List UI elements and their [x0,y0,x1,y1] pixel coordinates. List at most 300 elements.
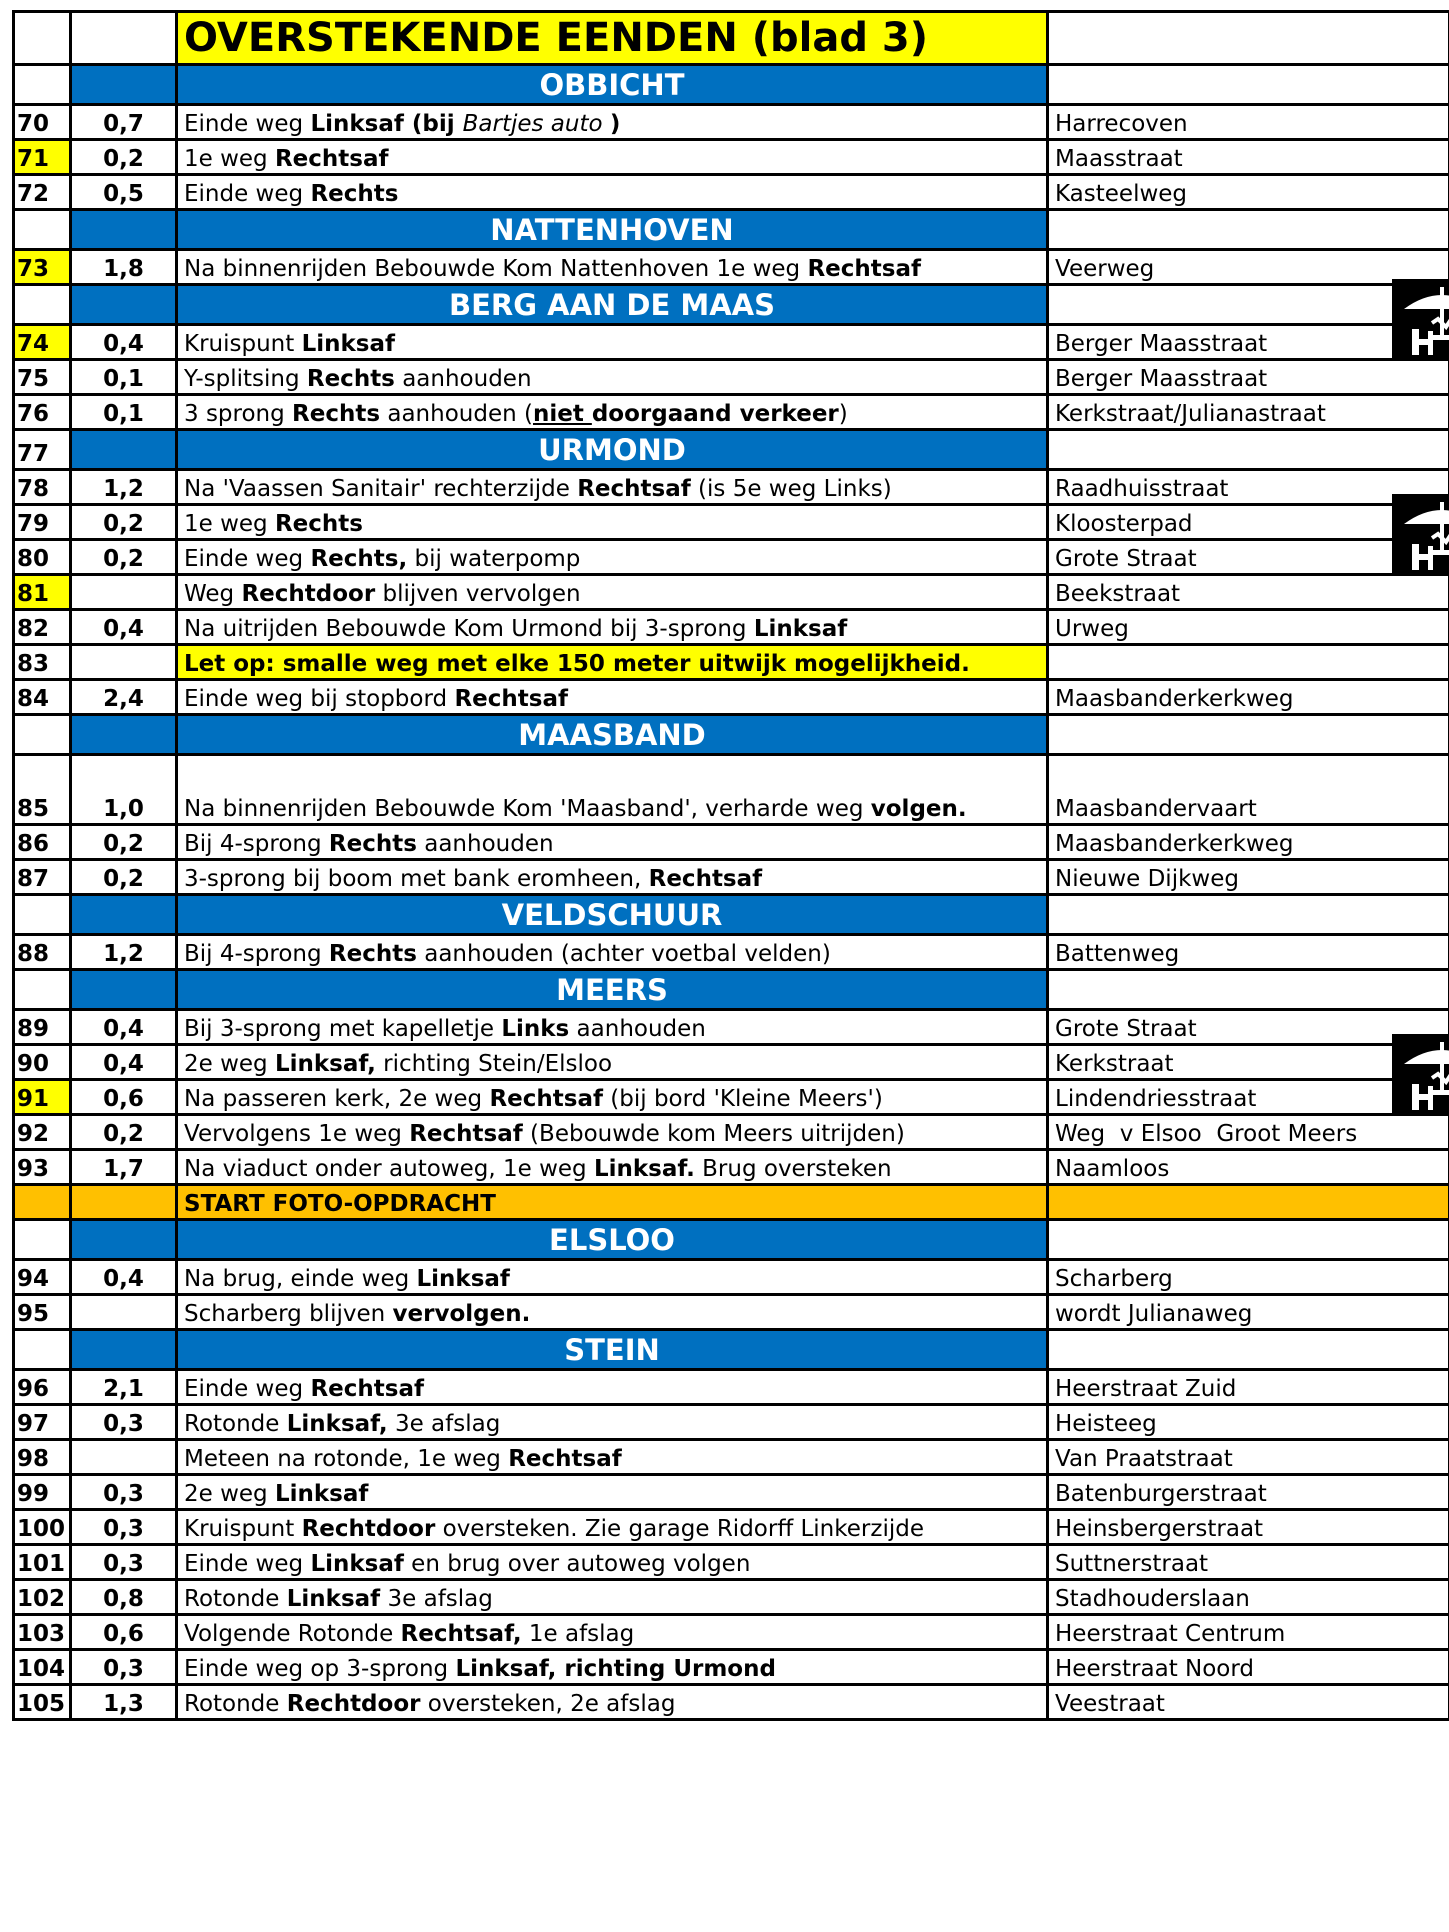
instruction [177,1685,1048,1720]
instruction-text: 1e weg [184,146,275,172]
instruction-text: Weg [184,581,242,607]
route-row [14,575,1449,610]
section-row [14,715,1449,755]
route-row [14,505,1449,540]
instruction-text: volgen. [870,796,967,822]
instruction-text: Brug oversteken [694,1156,892,1182]
instruction-text: 2e weg [184,1481,275,1507]
instruction [177,1080,1048,1115]
step-number: 83 [14,645,71,680]
instruction-text: Rechtsaf [648,866,763,892]
instruction-text: Einde weg [184,546,311,572]
route-row [14,1295,1449,1330]
street-name [1048,1545,1449,1580]
street-label: Kerkstraat/Julianastraat [1055,401,1326,427]
street-name [1048,1615,1449,1650]
instruction-text: Na brug, einde weg [184,1266,417,1292]
section-band [71,210,177,250]
instruction-text: Rechtsaf [508,1446,622,1472]
instruction-text: Rechts [328,941,417,967]
instruction [177,395,1048,430]
street-name [1048,970,1449,1010]
street-name [1048,1580,1449,1615]
instruction [177,1545,1048,1580]
instruction-text: Bartjes auto [462,111,610,137]
section-title: ELSLOO [177,1220,1048,1260]
distance-km: 0,4 [71,325,177,360]
street-label: Harrecoven [1055,111,1188,137]
distance-km: 0,6 [71,1080,177,1115]
instruction-text: Na binnenrijden Bebouwde Kom Nattenhoven 1e weg [184,256,808,282]
instruction-text: Bij 4-sprong [184,831,329,857]
street-label: Maasbandervaart [1055,796,1257,822]
distance-km [71,1185,177,1220]
street-name [1048,1010,1449,1045]
street-label: wordt Julianaweg [1055,1301,1253,1327]
section-row [14,65,1449,105]
instruction-text: Kruispunt [184,1516,302,1542]
distance-km [71,12,177,65]
street-name [1048,540,1449,575]
instruction [177,470,1048,505]
instruction-text: Rechtdoor [241,581,376,607]
section-band [71,1330,177,1370]
route-row [14,1370,1449,1405]
instruction-text: 1e afslag [521,1621,635,1647]
distance-km: 0,1 [71,395,177,430]
instruction-text: Rechtsaf [454,686,568,712]
street-name [1048,360,1449,395]
route-row [14,1080,1449,1115]
street-label: Grote Straat [1055,546,1197,572]
street-name [1048,285,1449,325]
distance-km: 1,7 [71,1150,177,1185]
street-label: Naamloos [1055,1156,1170,1182]
distance-km: 0,7 [71,105,177,140]
instruction-text: 2e weg [184,1051,275,1077]
street-name [1048,1080,1449,1115]
street-name [1048,1440,1449,1475]
section-band [71,715,177,755]
step-number: 84 [14,680,71,715]
distance-km: 1,0 [71,755,177,825]
section-band [71,285,177,325]
distance-km: 0,2 [71,860,177,895]
route-row [14,1685,1449,1720]
instruction-text: (is 5e weg Links) [690,476,892,502]
street-name [1048,505,1449,540]
instruction-text: ) [838,401,848,427]
street-name [1048,610,1449,645]
street-name [1048,105,1449,140]
instruction-text: Rechtdoor [286,1691,421,1717]
step-number [14,895,71,935]
step-number [14,715,71,755]
street-name [1048,1650,1449,1685]
instruction-text: Rechtsaf [577,476,691,502]
street-label: Nieuwe Dijkweg [1055,866,1239,892]
step-number: 90 [14,1045,71,1080]
step-number [14,12,71,65]
street-label: Suttnerstraat [1055,1551,1209,1577]
distance-km: 0,3 [71,1650,177,1685]
step-number: 99 [14,1475,71,1510]
street-name [1048,1260,1449,1295]
street-label: Berger Maasstraat [1055,331,1268,357]
instruction [177,1045,1048,1080]
instruction [177,250,1048,285]
page-title: OVERSTEKENDE EENDEN (blad 3) [177,12,1048,65]
distance-km [71,1440,177,1475]
instruction-text: Meteen na rotonde, 1e weg [184,1446,509,1472]
step-number: 93 [14,1150,71,1185]
distance-km [71,645,177,680]
street-name [1048,430,1449,470]
step-number: 91 [14,1080,71,1115]
instruction-text: 3e afslag [380,1586,493,1612]
distance-km: 0,4 [71,1045,177,1080]
step-number: 94 [14,1260,71,1295]
route-row [14,140,1449,175]
photo-assignment-banner: START FOTO-OPDRACHT [177,1185,1048,1220]
street-label: Kasteelweg [1055,181,1188,207]
instruction [177,105,1048,140]
step-number: 73 [14,250,71,285]
step-number: 77 [14,430,71,470]
street-label: Heerstraat Zuid [1055,1376,1237,1402]
street-label: Beekstraat [1055,581,1181,607]
instruction [177,1370,1048,1405]
instruction-text: Rechtsaf [274,146,389,172]
instruction-text: Linksaf, richting Urmond [455,1656,776,1682]
route-row [14,1475,1449,1510]
distance-km: 0,4 [71,610,177,645]
step-number [14,65,71,105]
step-number [14,285,71,325]
instruction [177,1295,1048,1330]
street-name [1048,1685,1449,1720]
restaurant-sign-icon [1392,494,1449,576]
step-number: 81 [14,575,71,610]
step-number: 105 [14,1685,71,1720]
street-label: Kerkstraat [1055,1051,1174,1077]
distance-km: 1,2 [71,470,177,505]
instruction [177,1510,1048,1545]
instruction-text: Links [501,1016,570,1042]
street-label: Van Praatstraat [1055,1446,1233,1472]
instruction-text: Rotonde [184,1586,287,1612]
route-row [14,1115,1449,1150]
distance-km: 0,2 [71,140,177,175]
instruction-text: (bij bord 'Kleine Meers') [602,1086,883,1112]
section-title: MEERS [177,970,1048,1010]
instruction [177,1115,1048,1150]
distance-km: 0,2 [71,505,177,540]
distance-km: 1,3 [71,1685,177,1720]
route-row [14,1545,1449,1580]
street-label: Maasstraat [1055,146,1183,172]
street-name [1048,645,1449,680]
route-row [14,1150,1449,1185]
instruction-text: Rechts [310,181,399,207]
instruction-text: 3 sprong [184,401,293,427]
instruction-text: Einde weg [184,111,311,137]
instruction [177,575,1048,610]
distance-km: 0,3 [71,1545,177,1580]
route-row [14,105,1449,140]
distance-km: 0,2 [71,1115,177,1150]
street-label: Maasbanderkerkweg [1055,686,1294,712]
step-number: 102 [14,1580,71,1615]
section-band [71,895,177,935]
street-label: Heerstraat Centrum [1055,1621,1286,1647]
step-number: 85 [14,755,71,825]
instruction [177,1650,1048,1685]
street-label: Berger Maasstraat [1055,366,1268,392]
instruction-text: Rechts [274,511,363,537]
step-number: 71 [14,140,71,175]
street-label: Maasbanderkerkweg [1055,831,1294,857]
instruction [177,1475,1048,1510]
step-number: 89 [14,1010,71,1045]
instruction-text: Einde weg [184,181,311,207]
street-name [1048,825,1449,860]
street-label: Urweg [1055,616,1129,642]
route-row [14,755,1449,825]
route-row [14,935,1449,970]
instruction [177,680,1048,715]
instruction-text: Scharberg blijven [184,1301,393,1327]
instruction-text: Rechts [306,366,395,392]
street-name [1048,395,1449,430]
route-row [14,645,1449,680]
instruction [177,935,1048,970]
instruction [177,505,1048,540]
route-row [14,1185,1449,1220]
street-name [1048,325,1449,360]
street-label: Heisteeg [1055,1411,1157,1437]
step-number [14,1330,71,1370]
distance-km: 0,3 [71,1405,177,1440]
section-title: OBBICHT [177,65,1048,105]
step-number: 97 [14,1405,71,1440]
street-name [1048,755,1449,825]
instruction-text: aanhouden [394,366,532,392]
step-number: 92 [14,1115,71,1150]
section-title: URMOND [177,430,1048,470]
route-row [14,610,1449,645]
section-row [14,430,1449,470]
route-row [14,1615,1449,1650]
section-band [71,65,177,105]
street-label: Battenweg [1055,941,1180,967]
section-title: STEIN [177,1330,1048,1370]
route-row [14,540,1449,575]
step-number: 79 [14,505,71,540]
instruction-text: Linksaf. [593,1156,695,1182]
warning-note: Let op: smalle weg met elke 150 meter uitwijk mogelijkheid. [177,645,1048,680]
route-row [14,1045,1449,1080]
instruction-text: Rechtsaf [310,1376,424,1402]
instruction-text: Linksaf [310,1551,404,1577]
instruction-text: Rechts [328,831,417,857]
distance-km: 0,2 [71,825,177,860]
route-row [14,860,1449,895]
route-row [14,1405,1449,1440]
step-number: 88 [14,935,71,970]
instruction-text: oversteken, 2e afslag [420,1691,676,1717]
instruction-text: Na binnenrijden Bebouwde Kom 'Maasband', verharde weg [184,796,871,822]
street-label: Weg v Elsoo Groot Meers [1055,1121,1358,1147]
street-label: Veestraat [1055,1691,1165,1717]
instruction-text: oversteken. Zie garage Ridorff Linkerzijde [435,1516,924,1542]
instruction-text: aanhouden [569,1016,706,1042]
instruction-text: Einde weg [184,1551,311,1577]
instruction-text: Rechtsaf, [400,1621,522,1647]
route-row [14,1010,1449,1045]
route-row [14,680,1449,715]
distance-km: 2,4 [71,680,177,715]
instruction-text: Rechtdoor [301,1516,436,1542]
instruction [177,755,1048,825]
street-name [1048,575,1449,610]
instruction-text: Linksaf [301,331,396,357]
street-label: Stadhouderslaan [1055,1586,1250,1612]
instruction-text: Rechtsaf [409,1121,523,1147]
instruction-text: Rotonde [184,1691,287,1717]
instruction-text: Vervolgens 1e weg [184,1121,410,1147]
instruction-text: Linksaf [416,1266,510,1292]
street-name [1048,65,1449,105]
route-row [14,825,1449,860]
step-number: 103 [14,1615,71,1650]
step-number: 86 [14,825,71,860]
instruction-text: Rotonde [184,1411,287,1437]
distance-km: 0,1 [71,360,177,395]
section-row [14,285,1449,325]
route-table [12,10,1449,1721]
step-number: 104 [14,1650,71,1685]
instruction [177,325,1048,360]
street-name [1048,175,1449,210]
street-name [1048,1045,1449,1080]
route-row [14,470,1449,505]
step-number [14,210,71,250]
route-row [14,395,1449,430]
street-name [1048,715,1449,755]
section-title: NATTENHOVEN [177,210,1048,250]
instruction-text: Kruispunt [184,331,302,357]
instruction-text: en brug over autoweg volgen [403,1551,751,1577]
instruction-text: bij waterpomp [407,546,581,572]
street-name [1048,680,1449,715]
instruction [177,1150,1048,1185]
instruction [177,1260,1048,1295]
section-row [14,1330,1449,1370]
instruction-text: 1e weg [184,511,275,537]
street-name [1048,860,1449,895]
distance-km: 0,4 [71,1010,177,1045]
street-name [1048,1220,1449,1260]
distance-km: 0,4 [71,1260,177,1295]
step-number [14,1185,71,1220]
instruction [177,1405,1048,1440]
instruction-text: aanhouden (achter voetbal velden) [416,941,831,967]
instruction-text: aanhouden [416,831,554,857]
distance-km: 0,6 [71,1615,177,1650]
route-row [14,360,1449,395]
instruction-text: Rechtsaf [489,1086,603,1112]
instruction-text: vervolgen. [392,1301,531,1327]
street-name [1048,1405,1449,1440]
instruction-text: Linksaf, [274,1051,376,1077]
step-number: 78 [14,470,71,505]
instruction-text: richting Stein/Elsloo [375,1051,613,1077]
street-label: Kloosterpad [1055,511,1193,537]
section-title: MAASBAND [177,715,1048,755]
step-number: 76 [14,395,71,430]
instruction-text: Einde weg op 3-sprong [184,1656,456,1682]
instruction-text: Rechts [292,401,381,427]
step-number: 96 [14,1370,71,1405]
distance-km: 1,8 [71,250,177,285]
instruction-text: Y-splitsing [184,366,307,392]
street-name [1048,1185,1449,1220]
step-number: 74 [14,325,71,360]
instruction-text: Na passeren kerk, 2e weg [184,1086,490,1112]
instruction-text: Volgende Rotonde [184,1621,401,1647]
section-row [14,970,1449,1010]
street-label: Raadhuisstraat [1055,476,1229,502]
step-number [14,970,71,1010]
street-name [1048,1330,1449,1370]
step-number: 95 [14,1295,71,1330]
step-number: 82 [14,610,71,645]
instruction-text: Linksaf [753,616,848,642]
step-number: 101 [14,1545,71,1580]
distance-km [71,1295,177,1330]
distance-km: 1,2 [71,935,177,970]
street-name [1048,1150,1449,1185]
section-band [71,970,177,1010]
section-title: VELDSCHUUR [177,895,1048,935]
street-label: Scharberg [1055,1266,1173,1292]
instruction-text: doorgaand verkeer [591,401,839,427]
street-name [1048,1370,1449,1405]
instruction-text: Linksaf, [286,1411,388,1437]
instruction-text: 3-sprong bij boom met bank eromheen, [184,866,649,892]
street-name [1048,12,1449,65]
instruction [177,360,1048,395]
instruction-text: aanhouden ( [380,401,533,427]
street-label: Heerstraat Noord [1055,1656,1255,1682]
instruction [177,825,1048,860]
instruction-text: Einde weg [184,1376,311,1402]
distance-km: 0,3 [71,1475,177,1510]
street-name [1048,140,1449,175]
step-number: 80 [14,540,71,575]
route-row [14,250,1449,285]
instruction [177,1615,1048,1650]
instruction [177,1580,1048,1615]
street-name [1048,470,1449,505]
instruction-text: Linksaf [274,1481,369,1507]
instruction-text: Einde weg bij stopbord [184,686,455,712]
step-number: 75 [14,360,71,395]
instruction-text: niet [532,401,592,427]
instruction-text: Na 'Vaassen Sanitair' rechterzijde [184,476,578,502]
step-number: 87 [14,860,71,895]
